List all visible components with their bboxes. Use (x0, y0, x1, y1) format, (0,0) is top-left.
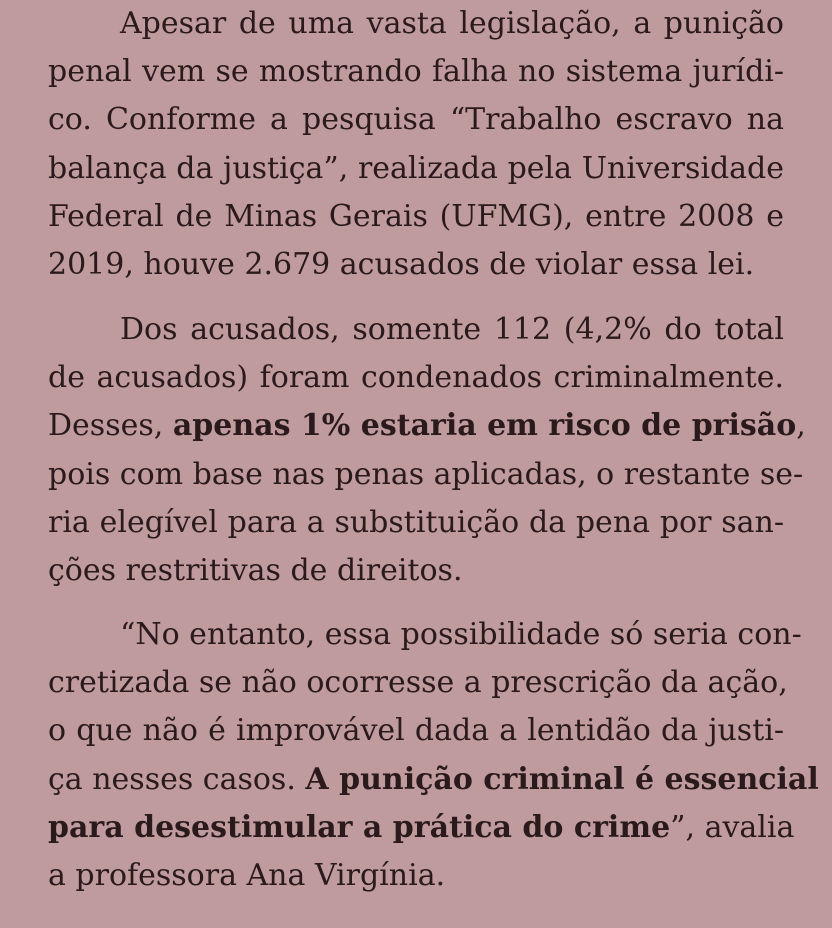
text-line: ções restritivas de direitos. (48, 552, 463, 588)
text-line: Apesar de uma vasta legislação, a punição (120, 6, 784, 41)
text-line (48, 756, 819, 804)
paragraph-2 (48, 306, 806, 595)
text-segment: Desses, (48, 408, 173, 444)
emphasis-text: A punição criminal é essencial (305, 761, 819, 797)
text-line: Dos acusados, somente 112 (4,2% do total (120, 312, 784, 347)
text-segment: ”, avalia (670, 809, 795, 845)
emphasis-text: apenas 1% estaria em risco de prisão (172, 408, 797, 444)
text-line (48, 804, 795, 852)
paragraph-1 (48, 0, 784, 289)
paragraph-3 (48, 611, 819, 900)
text-line: 2019, houve 2.679 acusados de violar essa lei. (48, 246, 755, 282)
emphasis-text: para desestimular a prática do crime (48, 809, 671, 845)
text-line: de acusados) foram condenados criminalmente. (48, 360, 784, 396)
text-line: o que não é improvável dada a lentidão da justi- (48, 713, 784, 749)
text-line: “No entanto, essa possibilidade só seria con- (120, 617, 802, 652)
text-line: penal vem se mostrando falha no sistema jurídi- (48, 54, 784, 90)
text-segment: , (796, 408, 806, 444)
text-line: Federal de Minas Gerais (UFMG), entre 2008 e (48, 198, 784, 234)
text-line: balança da justiça”, realizada pela Universidade (48, 150, 784, 186)
text-line (48, 402, 806, 450)
text-line: a professora Ana Virgínia. (48, 857, 446, 893)
text-segment: ça nesses casos. (48, 761, 306, 797)
text-line: co. Conforme a pesquisa “Trabalho escravo na (48, 102, 784, 138)
text-line: pois com base nas penas aplicadas, o restante se- (48, 456, 804, 492)
text-line: cretizada se não ocorresse a prescrição da ação, (48, 665, 788, 701)
text-line: ria elegível para a substituição da pena por san- (48, 504, 784, 540)
